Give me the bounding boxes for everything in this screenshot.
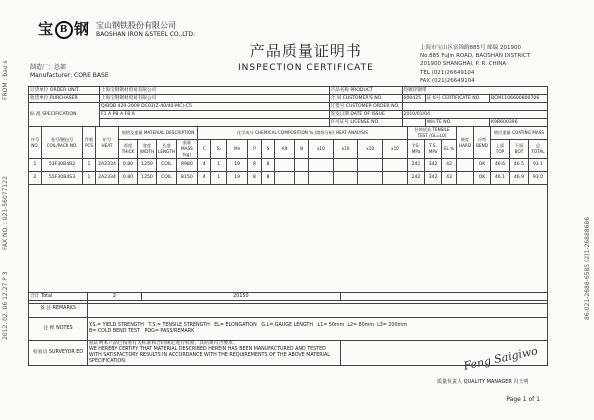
col-chem: 化学成分 CHEMICAL COMPOSITION % (熔炼分析) HEAT ANALYSIS: [197, 127, 407, 140]
total-wt-label: WH.TE NO.: [425, 119, 489, 127]
cell-hard: [457, 159, 474, 172]
col-coat-total: 总 TOTAL: [529, 140, 548, 159]
col-seq: 序号 NO.: [29, 127, 42, 159]
note-item: L2= 80mm: [347, 323, 375, 328]
address-fax: FAX (021)26649104: [420, 77, 475, 84]
cell-chem: 19: [227, 172, 248, 185]
company-logo: [38, 18, 195, 39]
col-element: Si: [211, 140, 227, 159]
product-value: 热镀锌钢带: [402, 87, 547, 95]
col-element: C: [197, 140, 211, 159]
product-label: 产品名称 PRODUCT: [329, 87, 402, 95]
inspection-table: [28, 86, 548, 304]
cell-chem: 8: [261, 159, 275, 172]
cell-el: 42: [442, 159, 457, 172]
col-ts: T.S. MPa: [425, 140, 442, 159]
cell-chem: [383, 172, 408, 185]
col-weight: 重量 MASS (kg): [176, 140, 197, 159]
col-width: 宽度 WIDTH: [138, 140, 157, 159]
cell-chem: 1: [211, 172, 227, 185]
cert-label: 证书号 CERTIFICATE NO.: [425, 95, 489, 103]
date-label: 签发日期 DATE OF ISSUE: [329, 111, 402, 119]
cell-width: 1250: [138, 172, 157, 185]
company-name-en: BAOSHAN IRON &STEEL CO.,LTD.: [96, 30, 195, 38]
table-row: [29, 172, 548, 185]
cell-thick: 0.80: [119, 159, 138, 172]
cell-coat-bot: 46.5: [510, 159, 529, 172]
col-mech: 拉伸试验 TENSILE TEST (GL=L0): [408, 127, 457, 140]
licence-value: [402, 119, 425, 127]
purchaser-value: 上海宝钢钢材贸易有限公司: [100, 95, 330, 103]
fax-header-right: [582, 140, 594, 340]
total-empty: [341, 293, 548, 301]
cell-chem: [295, 172, 309, 185]
quality-manager: [437, 378, 529, 385]
cell-weight: 8980: [176, 159, 197, 172]
order-unit-value: 上海宝钢钢材贸易有限公司: [100, 87, 330, 95]
contract-value: 000425: [402, 95, 425, 103]
date-value: 2010/01/04: [402, 111, 547, 119]
cell-chem: [275, 159, 295, 172]
note-item: POG= PASS/REMARK: [144, 329, 195, 334]
cell-chem: [358, 159, 383, 172]
cell-chem: [358, 172, 383, 185]
col-coil: 卷号/捆包号 COIL/PACK NO.: [42, 127, 83, 159]
cell-length: COIL: [157, 172, 177, 185]
cell-seq: 1: [29, 159, 42, 172]
cell-bend: OK: [474, 172, 491, 185]
cell-chem: [333, 172, 358, 185]
company-name-cn: 宝山钢铁股份有限公司: [96, 20, 177, 30]
col-length: 长度 LENGTH: [157, 140, 177, 159]
cell-chem: 8: [248, 172, 262, 185]
fax-number: FAX NO. : 021-56077122: [2, 176, 9, 250]
title-en: INSPECTION CERTIFICATE: [238, 63, 374, 73]
remarks-label: 备 注 REMARKS: [29, 301, 88, 318]
cell-heat: 2A2334: [96, 172, 119, 185]
col-element: x10: [358, 140, 383, 159]
cell-coil: 53F30B4B2: [42, 159, 83, 172]
col-ys: Y.S. MPa: [408, 140, 425, 159]
cell-coat-top: 46.1: [491, 172, 510, 185]
document-title: [238, 40, 374, 73]
declaration-cn: 兹证明本产品已按照有关标准和合同规定进行检验，其结果符合要求。: [89, 341, 238, 346]
manufacturer-label: 制造厂：: [30, 64, 55, 71]
col-element: Mn: [227, 140, 248, 159]
cell-weight: 8150: [176, 172, 197, 185]
manufacturer-en: Manufacturer: CORE BASE: [30, 72, 109, 79]
cell-heat: 2A2334: [96, 159, 119, 172]
page-number: Page 1 of 1: [506, 396, 540, 403]
footer-table: [28, 292, 548, 366]
col-coat-bot: 下面 BOT: [510, 140, 529, 159]
col-desc: 规格及重量 MATERIAL DESCRIPTION: [119, 127, 198, 140]
notes-content: [88, 318, 548, 341]
cell-pcs: 1: [83, 159, 96, 172]
note-item: T.S.= TENSILE STRENGTH: [148, 323, 210, 328]
address-tel: TEL (021)26649104: [420, 69, 475, 76]
cell-ts: 342: [425, 159, 442, 172]
order-no-value: [402, 103, 547, 111]
surveyor-label: 检验员 SURVEYOR ED: [29, 341, 88, 366]
col-element: S: [261, 140, 275, 159]
note-item: B= COLD BEND TEST: [89, 329, 140, 334]
col-coating: 镀层重量 COATING MASS: [491, 127, 548, 140]
address-line: No.885 FuJin ROAD, BAOSHAN DISTRICT: [420, 53, 531, 60]
cert-value: BCM1106600800706: [490, 95, 548, 103]
col-heat: 炉号 HEAT: [96, 127, 119, 159]
qm-label: 质量负责人 QUALITY MANAGER: [437, 379, 512, 385]
cell-width: 1250: [138, 159, 157, 172]
address-line: 201900 SHANGHAI, P. R. CHINA: [420, 61, 507, 68]
cell-ys: 242: [408, 172, 425, 185]
total-weight: 20150: [141, 293, 340, 301]
spec-value: Q/BQB 420-2009 DC03(Z-40/40-MC)-C5: [100, 103, 330, 111]
spec-label: 标 准 SPECIFICATION: [29, 103, 100, 127]
qm-name: 冯士明: [513, 379, 529, 385]
col-coat-top: 上面 TOP: [491, 140, 510, 159]
company-address: [420, 44, 530, 85]
cell-chem: 8: [261, 172, 275, 185]
cell-coat-total: 93.1: [529, 159, 548, 172]
spec-value-2: F1 A PB A F8 A: [100, 111, 330, 119]
cell-coat-top: 46.6: [491, 159, 510, 172]
cell-seq: 2: [29, 172, 42, 185]
purchaser-label: 收货单位 PURCHASER: [29, 95, 100, 103]
contract-label: 合 同 CUSTOMER'S NO.: [329, 95, 402, 103]
empty-rows: [29, 185, 548, 304]
total-wt-value: K9B600396: [490, 119, 548, 127]
cell-chem: 8: [248, 159, 262, 172]
col-thick: 厚度 THICK: [119, 140, 138, 159]
remarks-value: [88, 301, 548, 318]
total-label: 合计 Total: [29, 293, 88, 301]
cell-ys: 241: [408, 159, 425, 172]
manufacturer-value: 总部: [54, 64, 67, 71]
cell-hard: [457, 172, 474, 185]
manufacturer: [30, 64, 109, 80]
cell-length: COIL: [157, 159, 177, 172]
cell-chem: 19: [227, 159, 248, 172]
cell-bend: OK: [474, 159, 491, 172]
table-row: [29, 159, 548, 172]
cell-chem: [333, 159, 358, 172]
note-item: L3= 200mm: [377, 323, 407, 328]
cell-chem: [309, 172, 334, 185]
col-element: N: [295, 140, 309, 159]
cell-coat-bot: 46.9: [510, 172, 529, 185]
col-hard: 硬度 HARD: [457, 127, 474, 159]
col-pcs: 件数 PCS: [83, 127, 96, 159]
note-item: G.L= GAUGE LENGTH: [261, 323, 313, 328]
company-name: [96, 20, 195, 38]
empty-area: [29, 185, 548, 304]
total-pcs: 2: [88, 293, 142, 301]
cell-chem: [295, 159, 309, 172]
col-element: x10: [383, 140, 408, 159]
fax-header-left: [0, 40, 14, 400]
logo-mark: 宝 B 钢: [38, 20, 91, 38]
col-bend: 冷弯 BEND: [474, 127, 491, 159]
cell-chem: 1: [211, 159, 227, 172]
declaration: [88, 341, 341, 366]
declaration-en: WE HEREBY CERTIFY THAT MATERIAL DESCRIBED HEREIN HAS BEEN MANUFACTURED AND TESTED WITH SATISFACTORY RESULTS IN ACCORDANCE WITH THE REQUIREMENTS OF THE ABOVE MATERIAL SPECIFICATION.: [89, 347, 330, 364]
col-el: EL %: [442, 140, 457, 159]
col-element: x10: [309, 140, 334, 159]
order-unit-label: 订货单位 ORDER UNIT: [29, 87, 100, 95]
fax-from: FROM : bao s: [2, 60, 9, 100]
address-line: 上海市宝山区富锦路885号 邮编 201900: [420, 45, 521, 51]
cell-ts: 342: [425, 172, 442, 185]
cell-chem: [275, 172, 295, 185]
licence-label: 许可证号 LICENSE NO.: [329, 119, 402, 127]
col-element: x10: [333, 140, 358, 159]
note-item: EL= ELONGATION: [214, 323, 257, 328]
notes-label: 注 释 NOTES: [29, 318, 88, 341]
cell-thick: 0.80: [119, 172, 138, 185]
cell-coil: 55F30B4S3: [42, 172, 83, 185]
note-item: Y.S.= YIELD STRENGTH: [89, 323, 144, 328]
cell-chem: [309, 159, 334, 172]
qm-signature: Feng Saigiwo: [462, 344, 539, 373]
title-cn: 产品质量证明书: [249, 42, 362, 60]
order-no-label: 订货号 CUSTOMER ORDER NO.: [329, 103, 402, 111]
cell-chem: [383, 159, 408, 172]
note-item: L1= 50mm: [317, 323, 345, 328]
fax-right-number: 86-021-2688-6585 (2)1-26888686: [584, 216, 591, 320]
spec-empty: [100, 119, 330, 127]
cell-coat-total: 93.0: [529, 172, 548, 185]
col-element: Alt: [275, 140, 295, 159]
cell-el: 43: [442, 172, 457, 185]
fax-time: 2012. 02. 06 12:27 P 3: [2, 271, 9, 340]
cell-pcs: 1: [83, 172, 96, 185]
cell-chem: 4: [197, 159, 211, 172]
col-element: P: [248, 140, 262, 159]
cell-chem: 4: [197, 172, 211, 185]
